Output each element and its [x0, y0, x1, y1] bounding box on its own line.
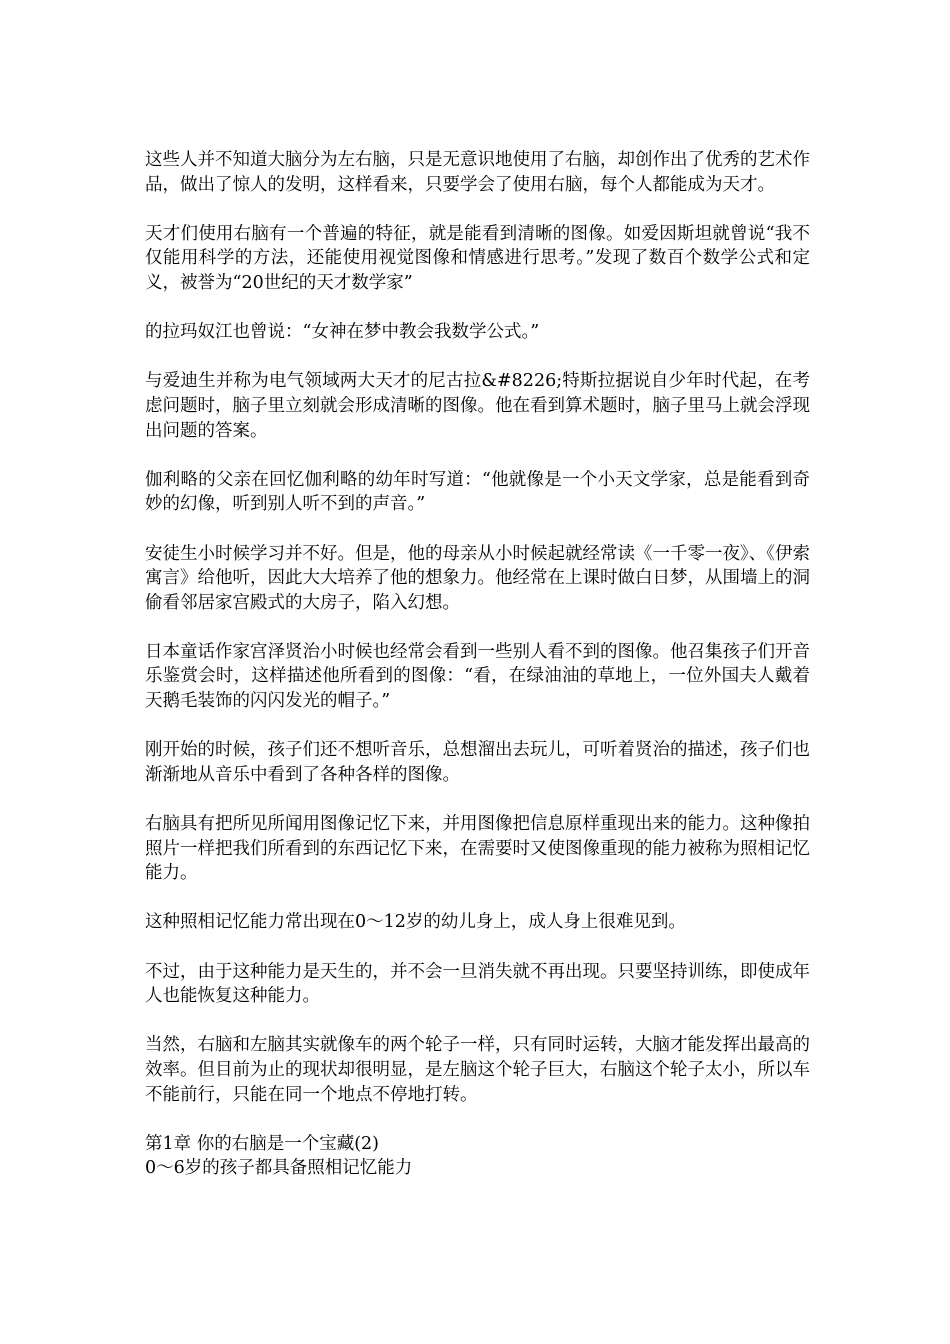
paragraph-11: 不过，由于这种能力是天生的，并不会一旦消失就不再出现。只要坚持训练，即使成年人也能恢复这种能力。 [145, 961, 810, 1007]
section-heading: 0～6岁的孩子都具备照相记忆能力 [145, 1158, 413, 1179]
paragraph-12: 当然，右脑和左脑其实就像车的两个轮子一样，只有同时运转，大脑才能发挥出最高的效率。但目前为止的现状却很明显，是左脑这个轮子巨大，右脑这个轮子太小，所以车不能前行，只能在同一个地点不停地打转。 [145, 1035, 810, 1105]
paragraph-4: 与爱迪生并称为电气领域两大天才的尼古拉&#8226;特斯拉据说自少年时代起，在考虑问题时，脑子里立刻就会形成清晰的图像。他在看到算术题时，脑子里马上就会浮现出问题的答案。 [145, 371, 810, 441]
paragraph-6: 安徒生小时候学习并不好。但是，他的母亲从小时候起就经常读《一千零一夜》、《伊索寓言》给他听，因此大大培养了他的想象力。他经常在上课时做白日梦，从围墙上的洞偷看邻居家宫殿式的大房子，陷入幻想。 [145, 543, 810, 613]
paragraph-7: 日本童话作家宫泽贤治小时候也经常会看到一些别人看不到的图像。他召集孩子们开音乐鉴赏会时，这样描述他所看到的图像：“看，在绿油油的草地上，一位外国夫人戴着天鹅毛装饰的闪闪发光的帽子。” [145, 641, 810, 712]
paragraph-5: 伽利略的父亲在回忆伽利略的幼年时写道：“他就像是一个小天文学家，总是能看到奇妙的幻像，听到别人听不到的声音。” [145, 469, 810, 515]
paragraph-10: 这种照相记忆能力常出现在0～12岁的幼儿身上，成人身上很难见到。 [145, 912, 686, 933]
paragraph-1: 这些人并不知道大脑分为左右脑，只是无意识地使用了右脑，却创作出了优秀的艺术作品，做出了惊人的发明，这样看来，只要学会了使用右脑，每个人都能成为天才。 [145, 150, 810, 195]
paragraph-3: 的拉玛奴江也曾说：“女神在梦中教会我数学公式。” [145, 322, 540, 343]
chapter-heading: 第1章 你的右脑是一个宝藏(2) [145, 1133, 379, 1154]
paragraph-9: 右脑具有把所见所闻用图像记忆下来，并用图像把信息原样重现出来的能力。这种像拍照片一样把我们所看到的东西记忆下来，在需要时又使图像重现的能力被称为照相记忆能力。 [145, 814, 810, 884]
paragraph-8: 刚开始的时候，孩子们还不想听音乐，总想溜出去玩儿，可听着贤治的描述，孩子们也渐渐地从音乐中看到了各种各样的图像。 [145, 740, 810, 785]
document-page [145, 148, 810, 1181]
paragraph-2: 天才们使用右脑有一个普遍的特征，就是能看到清晰的图像。如爱因斯坦就曾说“我不仅能用科学的方法，还能使用视觉图像和情感进行思考。”发现了数百个数学公式和定义，被誉为“20世纪的天才数学家” [145, 223, 810, 293]
